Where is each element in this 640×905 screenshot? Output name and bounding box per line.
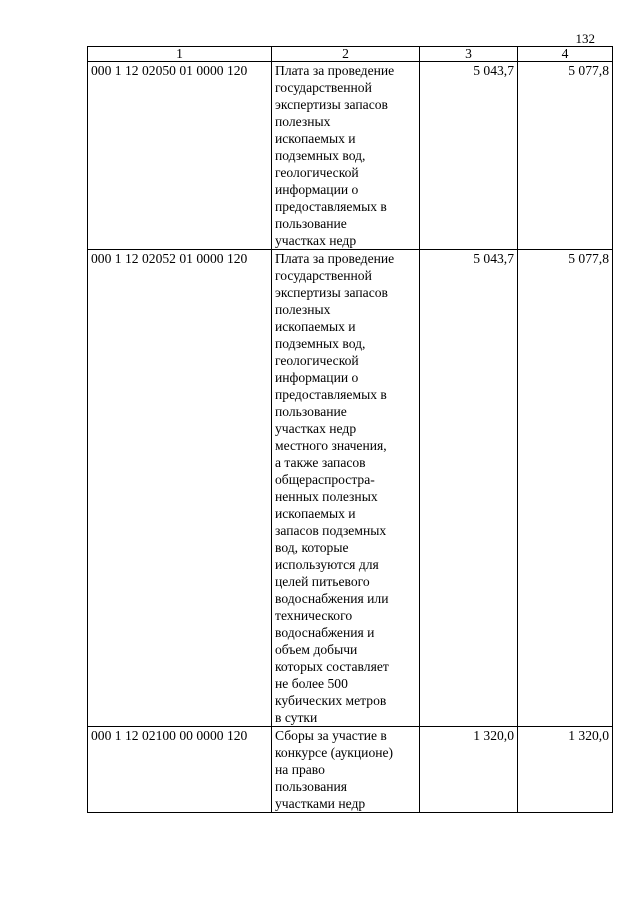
value-column-4: 5 077,8: [518, 62, 613, 250]
value-column-3: 1 320,0: [420, 727, 518, 813]
column-header-1: 1: [88, 47, 272, 62]
column-header-4: 4: [518, 47, 613, 62]
value-column-3: 5 043,7: [420, 62, 518, 250]
budget-table: [87, 46, 613, 813]
revenue-description: Сборы за участие в конкурсе (аукционе) на право пользования участками недр: [272, 727, 420, 813]
page-number: 132: [575, 31, 595, 46]
value-column-4: 1 320,0: [518, 727, 613, 813]
revenue-code: 000 1 12 02052 01 0000 120: [88, 250, 272, 727]
value-column-4: 5 077,8: [518, 250, 613, 727]
table-row: [88, 727, 613, 813]
table-header-row: [88, 47, 613, 62]
column-header-3: 3: [420, 47, 518, 62]
revenue-description: Плата за проведение государственной экспертизы запасов полезных ископаемых и подземных вод, геологической информации о предоставляемых в пользование участках недр: [272, 62, 420, 250]
table-row: [88, 62, 613, 250]
revenue-description: Плата за проведение государственной экспертизы запасов полезных ископаемых и подземных вод, геологической информации о предоставляемых в пользование участках недр местного значения, а также запасов общераспростра- ненных полезных ископаемых и запасов подземных вод, которые используются для целей питьевого водоснабжения или технического водоснабжения и объем добычи которых составляет не более 500 кубических метров в сутки: [272, 250, 420, 727]
revenue-code: 000 1 12 02100 00 0000 120: [88, 727, 272, 813]
table-row: [88, 250, 613, 727]
revenue-code: 000 1 12 02050 01 0000 120: [88, 62, 272, 250]
column-header-2: 2: [272, 47, 420, 62]
value-column-3: 5 043,7: [420, 250, 518, 727]
